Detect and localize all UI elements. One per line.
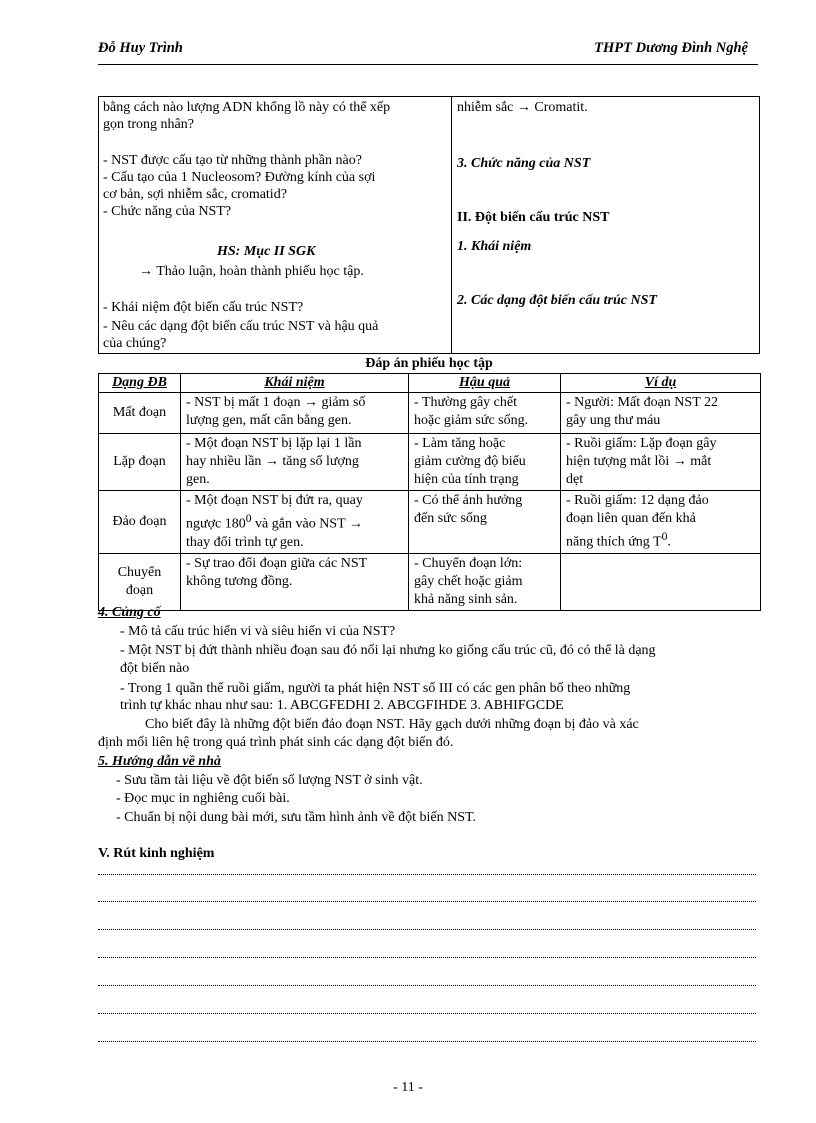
cell-line: hiện của tính trạng xyxy=(414,472,519,487)
header-cell: Khái niệm xyxy=(181,374,409,393)
cell-line: - Một đoạn NST bị đứt ra, quay xyxy=(186,493,363,508)
header-cell: Hậu quả xyxy=(409,374,561,393)
cell-line: hiện tượng mắt lồi → mắt xyxy=(566,454,712,469)
text-line: - Khái niệm đột biến cấu trúc NST? xyxy=(103,300,304,315)
cell-line: - Chuyển đoạn lớn: xyxy=(414,555,523,571)
cell-line: khả năng sinh sản. xyxy=(414,591,518,607)
heading-mutation: II. Đột biến cấu trúc NST xyxy=(457,210,610,225)
superscript: 0 xyxy=(245,512,252,525)
section-experience-title: V. Rút kinh nghiệm xyxy=(98,846,215,861)
section-homework-title: 5. Hướng dẫn về nhà xyxy=(98,754,221,769)
cell-line: đến sức sống xyxy=(414,511,487,526)
page-number: - 11 - xyxy=(393,1080,423,1095)
cell-line: - Ruồi giấm: Lặp đoạn gây xyxy=(566,436,717,451)
text-line: Cho biết đây là những đột biến đảo đoạn NST. Hãy gạch dưới những đoạn bị đảo và xác xyxy=(145,717,639,732)
dotted-line xyxy=(98,1041,756,1042)
cell-line: - Người: Mất đoạn NST 22 xyxy=(566,395,719,410)
cell-line: - Làm tăng hoặc xyxy=(414,436,506,451)
text-line: - Trong 1 quần thể ruồi giấm, người ta phát hiện NST số III có các gen phân bố theo những xyxy=(120,681,631,696)
text-line: - Chức năng của NST? xyxy=(103,204,232,219)
text-line: đột biến nào xyxy=(120,661,190,676)
lesson-table xyxy=(98,96,760,354)
content-column xyxy=(452,97,759,353)
heading-concept: 1. Khái niệm xyxy=(457,239,532,254)
dotted-line xyxy=(98,957,756,958)
author-name: Đỗ Huy Trình xyxy=(98,40,183,56)
cell-line: năng thích ứng T xyxy=(566,534,662,550)
concept-cell xyxy=(181,434,409,491)
student-task-heading: HS: Mục II SGK xyxy=(217,244,316,259)
cell-line: gen. xyxy=(186,472,210,487)
text-line: - Chuẩn bị nội dung bài mới, sưu tầm hình ảnh về đột biến NST. xyxy=(116,810,477,825)
section-consolidation-title: 4. Củng cố xyxy=(98,605,161,620)
page-header xyxy=(98,40,758,62)
cell-line: đoạn xyxy=(125,582,154,598)
cell-line: - Một đoạn NST bị lặp lại 1 lần xyxy=(186,436,362,451)
cell-line: đoạn liên quan đến khả xyxy=(566,511,696,526)
table-row xyxy=(99,553,761,610)
table-row xyxy=(99,434,761,491)
text-line: bằng cách nào lượng ADN khổng lồ này có thể xếp xyxy=(103,100,391,115)
table-row xyxy=(99,491,761,554)
text-line: - NST được cấu tạo từ những thành phần nào? xyxy=(103,153,362,168)
cell-line: dẹt xyxy=(566,472,584,487)
header-cell: Ví dụ xyxy=(561,374,761,393)
type-cell: Mất đoạn xyxy=(99,393,181,434)
cell-line: . xyxy=(667,534,671,550)
table-row xyxy=(99,393,761,434)
cell-line: - NST bị mất 1 đoạn → giảm số xyxy=(186,395,366,410)
school-name: THPT Dương Đình Nghệ xyxy=(594,40,748,56)
cell-line: ngược 180 xyxy=(186,516,246,532)
dotted-line xyxy=(98,901,756,902)
text-line: của chúng? xyxy=(103,336,167,351)
type-cell: Đảo đoạn xyxy=(99,491,181,554)
effect-cell xyxy=(409,491,561,554)
cell-line: Chuyển xyxy=(117,564,162,580)
text-line: trình tự khác nhau như sau: 1. ABCGFEDHI 2. ABCGFIHDE 3. ABHIFGCDE xyxy=(120,698,564,713)
example-cell xyxy=(561,434,761,491)
cell-line: hoặc giảm sức sống. xyxy=(414,413,529,428)
header-cell: Dạng ĐB xyxy=(99,374,181,393)
header-divider xyxy=(98,64,758,65)
effect-cell xyxy=(409,434,561,491)
answer-table xyxy=(98,373,761,611)
concept-cell xyxy=(181,553,409,610)
text-line: - Đọc mục in nghiêng cuối bài. xyxy=(116,791,290,806)
text-line: - Một NST bị đứt thành nhiều đoạn sau đó nối lại nhưng ko giống cấu trúc cũ, đó có thể là dạng xyxy=(120,643,656,658)
teacher-activities-column xyxy=(99,97,452,353)
cell-line: giảm cường độ biểu xyxy=(414,454,526,469)
text-line: cơ bản, sợi nhiễm sắc, cromatid? xyxy=(103,187,287,202)
example-cell xyxy=(561,553,761,610)
cell-line: thay đổi trình tự gen. xyxy=(186,534,304,550)
text-line: - Sưu tầm tài liệu về đột biến số lượng NST ở sinh vật. xyxy=(116,773,423,788)
cell-line: - Ruồi giấm: 12 dạng đảo xyxy=(566,493,709,508)
text-line: - Mô tả cấu trúc hiển vi và siêu hiển vi của NST? xyxy=(120,624,396,639)
cell-line: - Có thể ảnh hưởng xyxy=(414,493,523,508)
heading-function: 3. Chức năng của NST xyxy=(457,156,591,171)
type-cell xyxy=(99,553,181,610)
table-caption: Đáp án phiếu học tập xyxy=(365,356,493,371)
cell-line: và gắn vào NST → xyxy=(251,516,363,532)
cell-line: hay nhiều lần → tăng số lượng xyxy=(186,454,359,469)
example-cell xyxy=(561,491,761,554)
dotted-line xyxy=(98,985,756,986)
cell-line: - Sự trao đổi đoạn giữa các NST xyxy=(186,555,368,571)
text-line: nhiễm sắc → Cromatit. xyxy=(457,100,588,115)
effect-cell xyxy=(409,393,561,434)
concept-cell xyxy=(181,393,409,434)
superscript: 0 xyxy=(661,530,668,543)
text-line: - Cấu tạo của 1 Nucleosom? Đường kính của sợi xyxy=(103,170,376,185)
concept-cell xyxy=(181,491,409,554)
cell-line: không tương đồng. xyxy=(186,573,293,589)
cell-line: gây ung thư máu xyxy=(566,413,661,428)
cell-line: - Thường gây chết xyxy=(414,395,517,410)
text-line: → Thảo luận, hoàn thành phiếu học tập. xyxy=(139,264,364,279)
text-line: - Nêu các dạng đột biến cấu trúc NST và hậu quả xyxy=(103,319,379,334)
example-cell xyxy=(561,393,761,434)
cell-line: lượng gen, mất cân bằng gen. xyxy=(186,413,352,428)
dotted-line xyxy=(98,874,756,875)
table-header-row xyxy=(99,374,761,393)
text-line: gọn trong nhân? xyxy=(103,117,194,132)
cell-line: gây chết hoặc giảm xyxy=(414,573,523,589)
heading-types: 2. Các dạng đột biến cấu trúc NST xyxy=(457,293,657,308)
dotted-line xyxy=(98,1013,756,1014)
text-line: định mối liên hệ trong quá trình phát sinh các dạng đột biến đó. xyxy=(98,735,454,750)
type-cell: Lặp đoạn xyxy=(99,434,181,491)
effect-cell xyxy=(409,553,561,610)
dotted-line xyxy=(98,929,756,930)
